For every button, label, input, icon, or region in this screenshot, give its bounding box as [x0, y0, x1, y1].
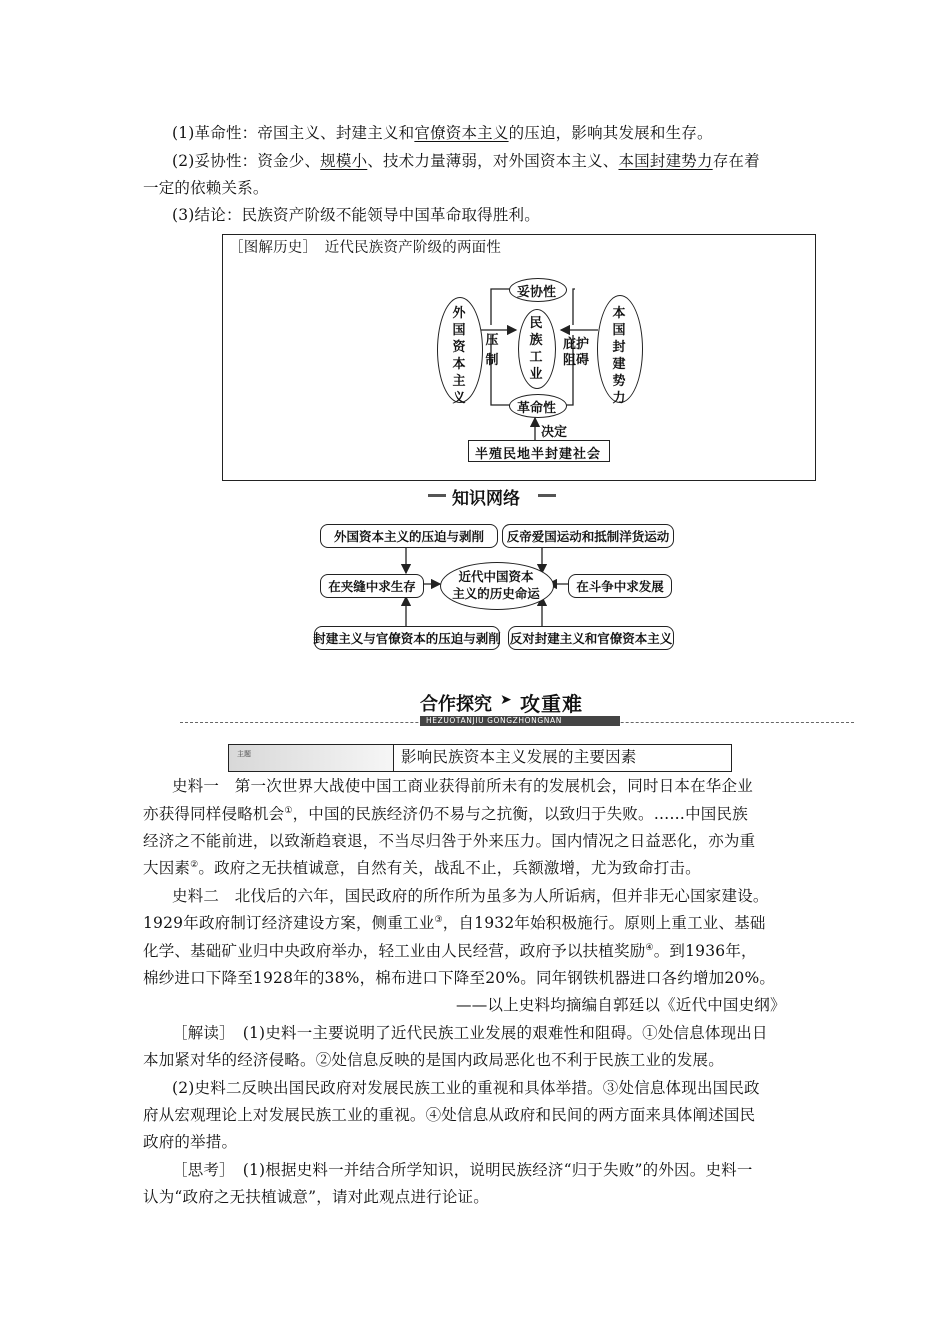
- source1-line-2b: ，中国的民族经济仍不易与之抗衡，以致归于失败。……中国民族: [292, 805, 748, 823]
- source2-line-4: 棉纱进口下降至1928年的38%，棉布进口下降至20%。同年钢铁机器进口各约增加20%。: [143, 969, 776, 987]
- shelter-label: 庇护: [563, 337, 590, 352]
- point-2-mid: 、技术力量薄弱，对外国资本主义、: [367, 152, 619, 170]
- topic-box: [228, 744, 732, 772]
- society-label: 半殖民地半封建社会: [475, 447, 602, 462]
- topic-tag-bg: [229, 745, 393, 771]
- section-banner-a: 合作探究: [420, 694, 492, 715]
- section-banner: [420, 690, 624, 730]
- knowledge-network-banner: [428, 485, 556, 509]
- thinking-line-2: 认为“政府之无扶植诚意”，请对此观点进行论证。: [143, 1188, 489, 1206]
- source2-line-2b: ，自1932年始积极施行。原则上重工业、基础: [442, 914, 766, 932]
- knowledge-network-title: 知识网络: [452, 489, 520, 509]
- dual-nature-diagram: [222, 234, 816, 481]
- source2-line-3a: 化学、基础矿业归中央政府举办，轻工业由人民经营，政府予以扶植奖励: [143, 942, 646, 960]
- source1-line-2a: 亦获得同样侵略机会: [143, 805, 285, 823]
- source1-line-2: [143, 803, 748, 825]
- source1-line-4a: 大因素: [143, 859, 191, 877]
- node-develop-in-struggle: 在斗争中求发展: [568, 574, 672, 598]
- chevron-icon: ➤: [500, 692, 512, 708]
- analysis-line-5: 政府的举措。: [143, 1133, 238, 1151]
- diagram-title: ［图解历史］ 近代民族资产阶级的两面性: [229, 240, 502, 256]
- topic-title: 影响民族资本主义发展的主要因素: [401, 748, 637, 766]
- thinking-line-1: ［思考］ (1)根据史料一并结合所学知识，说明民族经济“归于失败”的外因。史料一: [172, 1161, 753, 1179]
- source-citation: ——以上史料均摘编自郭廷以《近代中国史纲》: [456, 996, 786, 1014]
- section-pinyin: HEZUOTANJIU GONGZHONGNAN: [426, 716, 562, 725]
- source1-line-4: [143, 857, 701, 879]
- analysis-line-1: ［解读］ (1)史料一主要说明了近代民族工业发展的艰难性和阻碍。①处信息体现出日: [172, 1024, 768, 1042]
- point-3: (3)结论：民族资产阶级不能领导中国革命取得胜利。: [172, 206, 540, 224]
- source2-line-3: [143, 940, 757, 962]
- node-center-label: [452, 568, 540, 602]
- foreign-capitalism-label: 外国资本主义: [452, 306, 466, 406]
- analysis-line-2: 本加紧对华的经济侵略。②处信息反映的是国内政局恶化也不利于民族工业的发展。: [143, 1051, 724, 1069]
- node-anti-imperialism: 反帝爱国运动和抵制洋货运动: [502, 524, 674, 548]
- compromise-label: 妥协性: [517, 285, 557, 300]
- point-2-underline-1: 规模小: [320, 152, 368, 170]
- point-1-text: (1)革命性：帝国主义、封建主义和: [172, 124, 415, 142]
- point-1: [172, 122, 713, 144]
- section-banner-b: 攻重难: [520, 692, 583, 716]
- node-center-line-2: 主义的历史命运: [452, 586, 540, 601]
- press-label: 压制: [485, 333, 499, 368]
- note-1: ①: [284, 805, 293, 816]
- topic-tag: 主题: [237, 750, 251, 758]
- revolutionary-label: 革命性: [517, 401, 557, 416]
- decide-label: 决定: [541, 425, 568, 440]
- point-2-underline-2: 本国封建势力: [618, 152, 713, 170]
- note-4: ④: [645, 942, 654, 953]
- node-center-line-1: 近代中国资本: [458, 569, 534, 584]
- source1-line-4b: 。政府之无扶植诚意，自然有关，战乱不止，兵额激增，尤为致命打击。: [198, 859, 701, 877]
- source2-line-2: [143, 912, 766, 934]
- point-1-underline: 官僚资本主义: [414, 124, 509, 142]
- point-2: [172, 150, 760, 172]
- source1-line-3: 经济之不能前进，以致渐趋衰退，不当尽归咎于外来压力。国内情况之日益恶化，亦为重: [143, 832, 756, 850]
- feudal-forces-label: 本国封建势力: [612, 306, 626, 406]
- note-3: ③: [434, 914, 443, 925]
- node-foreign-oppression: 外国资本主义的压迫与剥削: [320, 524, 498, 548]
- point-2-text: (2)妥协性：资金少、: [172, 152, 321, 170]
- source1-line-1: 史料一 第一次世界大战使中国工商业获得前所未有的发展机会，同时日本在华企业: [172, 777, 753, 795]
- point-2-cont: 一定的依赖关系。: [143, 179, 269, 197]
- node-survive-in-cracks: 在夹缝中求生存: [320, 574, 424, 598]
- note-2: ②: [190, 859, 199, 870]
- analysis-line-4: 府从宏观理论上对发展民族工业的重视。④处信息从政府和民间的两方面来具体阐述国民: [143, 1106, 756, 1124]
- block-label: 阻碍: [563, 353, 590, 368]
- node-anti-feudalism: 反对封建主义和官僚资本主义: [508, 626, 674, 650]
- node-feudal-oppression: 封建主义与官僚资本的压迫与剥削: [314, 626, 500, 650]
- source2-line-3b: 。到1936年，: [653, 942, 757, 960]
- national-industry-label: 民族工业: [529, 316, 543, 382]
- source2-line-2a: 1929年政府制订经济建设方案，侧重工业: [143, 914, 435, 932]
- point-2-tail: 存在着: [712, 152, 760, 170]
- source2-line-1: 史料二 北伐后的六年，国民政府的所作所为虽多为人所诟病，但并非无心国家建设。: [172, 887, 769, 905]
- point-1-tail: 的压迫，影响其发展和生存。: [508, 124, 713, 142]
- analysis-line-3: (2)史料二反映出国民政府对发展民族工业的重视和具体举措。③处信息体现出国民政: [172, 1079, 760, 1097]
